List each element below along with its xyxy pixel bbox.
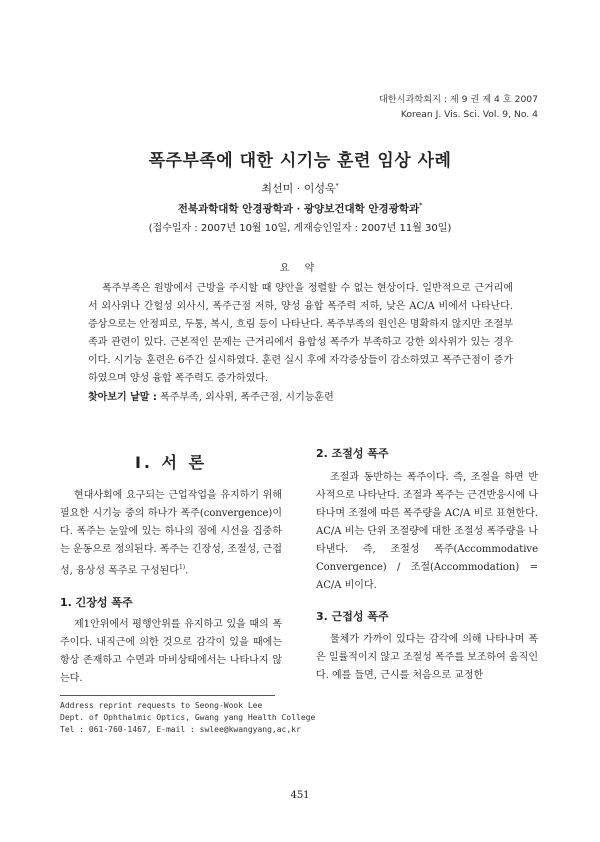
- journal-citation-korean: 대한시과학회지 : 제 9 권 제 4 호 2007: [378, 94, 538, 105]
- intro-text: 현대사회에 요구되는 근업작업을 유지하기 위해 필요한 시기능 중의 하나가 폭주(convergence)이다. 폭주는 눈앞에 있는 하나의 점에 시선을 집중하는 운동으로 정의된다. 폭주는 긴장성, 조절성, 근접성, 융상성 폭주로 구성된다: [60, 490, 282, 577]
- paragraph-proximal-convergence: 물체가 가까이 있다는 감각에 의해 나타나며 폭은 일률적이지 않고 조절성 폭주를 보조하여 움직인다. 예를 들면, 근시를 처음으로 교정한: [316, 634, 538, 681]
- author-names: 최선미 · 이성욱: [261, 182, 336, 195]
- correspondence-footnote: [60, 700, 315, 736]
- keywords: [88, 388, 513, 403]
- footnote-divider: [60, 695, 275, 696]
- keywords-list: 폭주부족, 외사위, 폭주근점, 시기능훈련: [156, 392, 334, 403]
- footnote-line-address: Address reprint requests to Seong-Wook Lee: [60, 701, 263, 710]
- affiliation-mark: *: [419, 202, 423, 210]
- paper-title: 폭주부족에 대한 시기능 훈련 임상 사례: [148, 151, 452, 171]
- abstract-body: 폭주부족은 원방에서 근방을 주시할 때 양안을 정렬할 수 없는 현상이다. 일반적으로 근거리에서 외사위나 간헐성 외사시, 폭주근점 저하, 양성 융합 폭주력 저하, 낮은 AC/A 비에서 나타난다. 증상으로는 안정피로, 두통, 복시, 흐림 등이 나타난다. 폭주부족의 원인은 명확하지 않지만 조절부족과 관련이 있다. 근본적인 문제는 근거리에서 융합성 폭주가 부족하고 강한 외사위가 있는 경우이다. 시기능 훈련은 6주간 실시하였다. 훈련 실시 후에 자각증상들이 감소하였고 폭주근점이 증가하였으며 양성 융합 폭주력도 증가하였다.: [88, 283, 513, 384]
- section-title-introduction: I. 서 론: [134, 453, 208, 472]
- journal-citation: [379, 92, 538, 122]
- heading-tonic-convergence: 1. 긴장성 폭주: [60, 596, 133, 609]
- heading-accommodative-convergence: 2. 조절성 폭주: [316, 447, 389, 460]
- journal-citation-english: Korean J. Vis. Sci. Vol. 9, No. 4: [400, 109, 538, 120]
- paragraph-tonic-convergence: 제1안위에서 평행안위를 유지하고 있을 때의 폭주이다. 내직근에 의한 것으로 감각이 있을 때에는 항상 존재하고 수면과 마비상태에서는 나타나지 않는다.: [60, 619, 282, 684]
- abstract-heading: 요 약: [279, 263, 321, 274]
- submission-dates: (접수일자 : 2007년 10월 10일, 게재승인일자 : 2007년 11월 30일): [148, 223, 452, 234]
- author-list: [0, 180, 600, 196]
- heading-proximal-convergence: 3. 근접성 폭주: [316, 610, 389, 623]
- footnote-line-dept: Dept. of Ophthalmic Optics, Gwang yang Health College: [60, 713, 316, 722]
- intro-reference: 1): [178, 564, 186, 571]
- intro-paragraph: [60, 487, 282, 580]
- intro-period: .: [185, 565, 189, 577]
- footnote-line-contact: Tel : 061-760-1467, E-mail : swlee@kwangyang,ac,kr: [60, 725, 301, 734]
- affiliation: [0, 201, 600, 216]
- keywords-label: 찾아보기 낱말 :: [88, 392, 157, 403]
- page-number: 451: [290, 790, 310, 801]
- affiliation-text: 전북과학대학 안경광학과 · 광양보건대학 안경광학과: [177, 203, 420, 215]
- paragraph-accommodative-convergence: 조절과 동반하는 폭주이다. 즉, 조절을 하면 반사적으로 나타난다. 조절과 폭주는 근견반응시에 나타나며 조절에 따른 폭주량을 AC/A 비로 표현한다. AC/A 비는 단위 조절량에 대한 조절성 폭주량을 나타낸다. 즉, 조절성 폭주(Accommodative Convergence) / 조절(Accommodation) = AC/A 비이다.: [316, 472, 538, 591]
- author-mark: *: [335, 182, 339, 190]
